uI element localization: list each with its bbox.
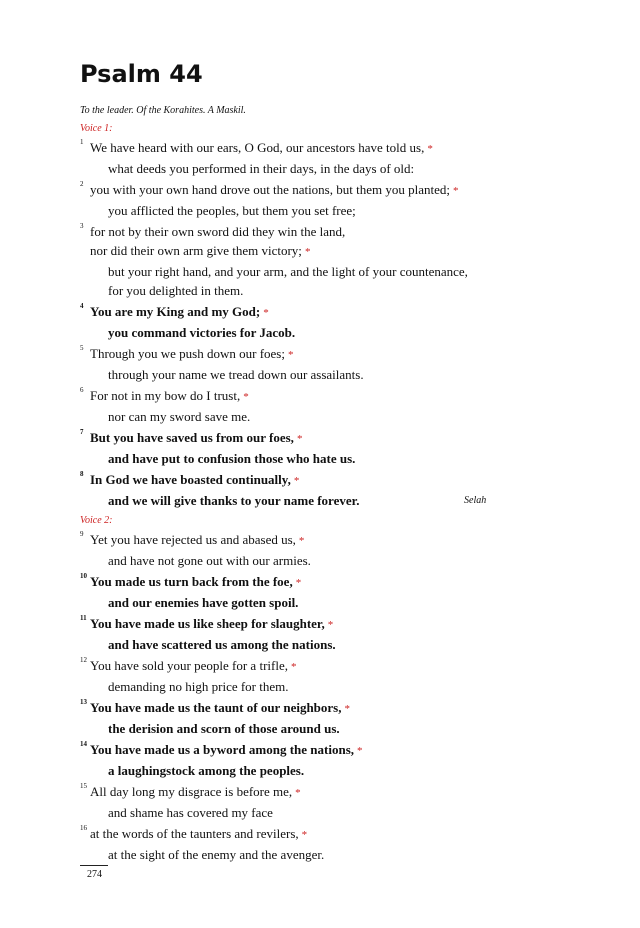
verse-10 [80,572,560,612]
verse-text: Yet you have rejected us and abased us, [90,532,296,547]
verse-4 [80,302,560,342]
psalm-page [80,58,560,864]
verse-text: You made us turn back from the foe, [90,574,293,589]
verse-line: demanding no high price for them. [108,679,289,694]
verse-number: 2 [80,180,84,188]
verse-line [80,614,560,635]
verse-number: 15 [80,782,87,790]
verse-line [80,491,560,510]
verse-16 [80,824,560,864]
verse-line: and shame has covered my face [108,805,273,820]
asterisk-mark: * [243,391,249,403]
verse-text: Through you we push down our foes; [90,346,285,361]
verse-number: 11 [80,614,87,622]
asterisk-mark: * [295,787,301,799]
verse-number: 7 [80,428,84,436]
asterisk-mark: * [344,703,350,715]
verse-line [80,572,560,593]
verse-line: and have scattered us among the nations. [108,637,336,652]
verse-8 [80,470,560,510]
verse-number: 4 [80,302,84,310]
verse-line: for you delighted in them. [108,283,244,298]
asterisk-mark: * [427,143,433,155]
verse-line: you afflicted the peoples, but them you set free; [108,203,356,218]
verse-line [80,656,560,677]
verse-3 [80,222,560,300]
verse-line [80,782,560,803]
asterisk-mark: * [301,829,308,841]
verse-line [80,428,560,449]
verse-line [80,241,560,262]
superscription: To the leader. Of the Korahites. A Maskil. [80,105,246,116]
asterisk-mark: * [293,475,300,487]
verse-line [80,222,560,241]
verse-15 [80,782,560,822]
verse-line: but your right hand, and your arm, and the light of your countenance, [108,264,468,279]
verse-2 [80,180,560,220]
page-number: 274 [87,869,102,880]
asterisk-mark: * [452,185,459,197]
verse-line: and have put to confusion those who hate us. [108,451,356,466]
verse-text: You are my King and my God; [90,304,261,319]
verse-line [80,824,560,845]
verse-line: what deeds you performed in their days, in the days of old: [108,161,415,176]
verse-line: nor can my sword save me. [108,409,251,424]
verse-6 [80,386,560,426]
verse-text: All day long my disgrace is before me, [90,784,293,799]
verse-line [80,180,560,201]
verse-line: the derision and scorn of those around us. [108,721,340,736]
verse-line [80,386,560,407]
verse-text: You have made us like sheep for slaughter, [90,616,325,631]
verse-line: a laughingstock among the peoples. [108,763,305,778]
verse-number: 1 [80,138,84,146]
verse-11 [80,614,560,654]
verse-line [80,138,560,159]
verse-text: You have made us a byword among the nations, [90,742,355,757]
verse-number: 12 [80,656,87,664]
verse-line [80,302,560,323]
selah-mark: Selah [464,495,487,506]
verse-text: You have made us the taunt of our neighbors, [90,700,342,715]
asterisk-mark: * [295,577,302,589]
asterisk-mark: * [304,246,311,258]
verse-1 [80,138,560,178]
verse-text: for not by their own sword did they win the land, [90,224,346,239]
verse-text: We have heard with our ears, O God, our ancestors have told us, [90,140,425,155]
verse-number: 16 [80,824,87,832]
verse-text: at the words of the taunters and revilers, [90,826,299,841]
verse-line: through your name we tread down our assailants. [108,367,364,382]
verse-number: 3 [80,222,84,230]
verse-text: and we will give thanks to your name forever. [108,493,360,508]
asterisk-mark: * [298,535,305,547]
verse-line [80,470,560,491]
verse-line: at the sight of the enemy and the avenger. [108,847,325,862]
asterisk-mark: * [357,745,363,757]
asterisk-mark: * [290,661,297,673]
footer-divider [80,865,108,866]
verse-line [80,698,560,719]
asterisk-mark: * [263,307,269,319]
verse-5 [80,344,560,384]
verse-line [80,530,560,551]
verse-number: 9 [80,530,84,538]
asterisk-mark: * [296,433,303,445]
verse-number: 8 [80,470,84,478]
verse-14 [80,740,560,780]
verse-number: 13 [80,698,87,706]
verse-number: 10 [80,572,87,580]
verse-13 [80,698,560,738]
verse-line: you command victories for Jacob. [108,325,296,340]
verse-text: nor did their own arm give them victory; [90,243,302,258]
voice-label-2: Voice 2: [80,515,113,526]
verse-text: For not in my bow do I trust, [90,388,241,403]
asterisk-mark: * [287,349,294,361]
page-title: Psalm 44 [80,60,203,88]
asterisk-mark: * [327,619,334,631]
verse-7 [80,428,560,468]
verse-number: 5 [80,344,84,352]
verse-12 [80,656,560,696]
verse-text: But you have saved us from our foes, [90,430,294,445]
verse-text: In God we have boasted continually, [90,472,291,487]
verse-text: You have sold your people for a trifle, [90,658,288,673]
voice-label-1: Voice 1: [80,123,113,134]
verse-line: and our enemies have gotten spoil. [108,595,299,610]
verse-number: 14 [80,740,87,748]
verse-9 [80,530,560,570]
verse-text: you with your own hand drove out the nations, but them you planted; [90,182,450,197]
verse-line [80,344,560,365]
verse-line: and have not gone out with our armies. [108,553,311,568]
verse-line [80,740,560,761]
verse-number: 6 [80,386,84,394]
